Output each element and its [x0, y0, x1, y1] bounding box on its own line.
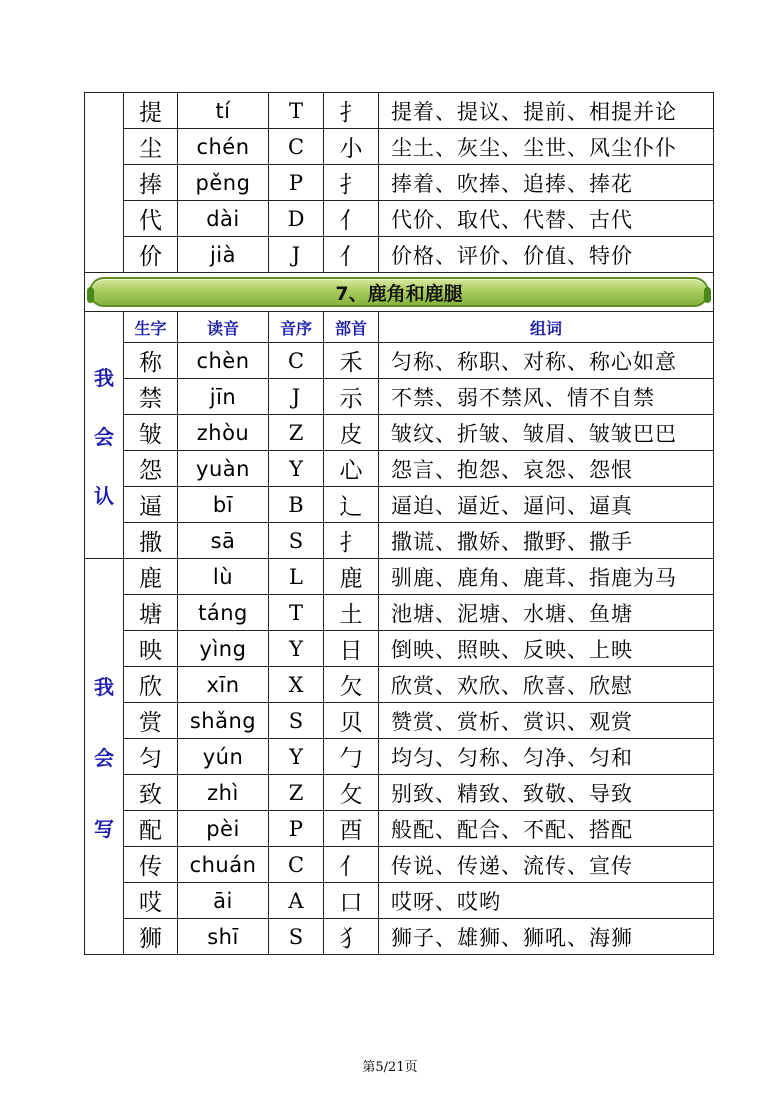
- table-row: [85, 343, 714, 379]
- char-cell: 传: [124, 847, 178, 883]
- table-row: [85, 451, 714, 487]
- char-cell: 价: [124, 237, 178, 273]
- char-cell: 配: [124, 811, 178, 847]
- order-cell: C: [269, 343, 324, 379]
- char-cell: 捧: [124, 165, 178, 201]
- order-cell: Z: [269, 415, 324, 451]
- column-header-order: 音序: [269, 312, 324, 343]
- order-cell: T: [269, 93, 324, 129]
- words-cell: 倒映、照映、反映、上映: [379, 631, 714, 667]
- order-cell: C: [269, 129, 324, 165]
- table-row: [85, 883, 714, 919]
- radical-cell: 皮: [324, 415, 379, 451]
- table-row: [85, 919, 714, 955]
- section-label-cell: [85, 559, 124, 955]
- order-cell: P: [269, 811, 324, 847]
- radical-cell: 亻: [324, 201, 379, 237]
- char-cell: 哎: [124, 883, 178, 919]
- table-row: [85, 523, 714, 559]
- radical-cell: 犭: [324, 919, 379, 955]
- table-row: [85, 165, 714, 201]
- char-cell: 映: [124, 631, 178, 667]
- section-label-char: 我: [94, 365, 114, 390]
- words-cell: 般配、配合、不配、搭配: [379, 811, 714, 847]
- table-row: [85, 201, 714, 237]
- radical-cell: 扌: [324, 165, 379, 201]
- lesson-title: 7、鹿角和鹿腿: [335, 282, 463, 305]
- words-cell: 逼迫、逼近、逼问、逼真: [379, 487, 714, 523]
- words-cell: 别致、精致、致敬、导致: [379, 775, 714, 811]
- order-cell: S: [269, 919, 324, 955]
- lesson-banner-row: [85, 273, 714, 312]
- pinyin-cell: lù: [178, 559, 269, 595]
- words-cell: 提着、提议、提前、相提并论: [379, 93, 714, 129]
- char-cell: 塘: [124, 595, 178, 631]
- table-row: [85, 631, 714, 667]
- pinyin-cell: āi: [178, 883, 269, 919]
- section-label-char: 会: [94, 424, 114, 449]
- words-cell: 均匀、匀称、匀净、匀和: [379, 739, 714, 775]
- pinyin-cell: tí: [178, 93, 269, 129]
- order-cell: P: [269, 165, 324, 201]
- order-cell: L: [269, 559, 324, 595]
- char-cell: 皱: [124, 415, 178, 451]
- column-header-words: 组词: [379, 312, 714, 343]
- order-cell: J: [269, 379, 324, 415]
- radical-cell: 禾: [324, 343, 379, 379]
- table-row: [85, 415, 714, 451]
- char-cell: 狮: [124, 919, 178, 955]
- char-cell: 称: [124, 343, 178, 379]
- radical-cell: 扌: [324, 523, 379, 559]
- char-cell: 逼: [124, 487, 178, 523]
- radical-cell: 土: [324, 595, 379, 631]
- pinyin-cell: zhòu: [178, 415, 269, 451]
- pinyin-cell: yuàn: [178, 451, 269, 487]
- section-label: [85, 347, 123, 524]
- radical-cell: 攵: [324, 775, 379, 811]
- table-header-row: [85, 312, 714, 343]
- order-cell: B: [269, 487, 324, 523]
- pinyin-cell: yún: [178, 739, 269, 775]
- radical-cell: 扌: [324, 93, 379, 129]
- table-row: [85, 93, 714, 129]
- radical-cell: 亻: [324, 847, 379, 883]
- table-row: [85, 847, 714, 883]
- radical-cell: 亻: [324, 237, 379, 273]
- words-cell: 驯鹿、鹿角、鹿茸、指鹿为马: [379, 559, 714, 595]
- column-header-radical: 部首: [324, 312, 379, 343]
- char-cell: 代: [124, 201, 178, 237]
- order-cell: S: [269, 523, 324, 559]
- char-cell: 匀: [124, 739, 178, 775]
- pinyin-cell: yìng: [178, 631, 269, 667]
- words-cell: 哎呀、哎哟: [379, 883, 714, 919]
- section-label-char: 写: [94, 817, 114, 841]
- page-number: 第5/21页: [362, 1060, 418, 1075]
- radical-cell: 口: [324, 883, 379, 919]
- char-cell: 提: [124, 93, 178, 129]
- radical-cell: 心: [324, 451, 379, 487]
- order-cell: J: [269, 237, 324, 273]
- order-cell: X: [269, 667, 324, 703]
- radical-cell: 贝: [324, 703, 379, 739]
- section-label-char: 我: [94, 675, 114, 699]
- radical-cell: 小: [324, 129, 379, 165]
- char-cell: 赏: [124, 703, 178, 739]
- radical-cell: 辶: [324, 487, 379, 523]
- char-cell: 禁: [124, 379, 178, 415]
- pinyin-cell: jià: [178, 237, 269, 273]
- words-cell: 皱纹、折皱、皱眉、皱皱巴巴: [379, 415, 714, 451]
- words-cell: 传说、传递、流传、宣传: [379, 847, 714, 883]
- words-cell: 池塘、泥塘、水塘、鱼塘: [379, 595, 714, 631]
- pinyin-cell: chèn: [178, 343, 269, 379]
- table-row: [85, 487, 714, 523]
- table-row: [85, 775, 714, 811]
- table-row: [85, 237, 714, 273]
- order-cell: Y: [269, 739, 324, 775]
- pinyin-cell: chén: [178, 129, 269, 165]
- words-cell: 价格、评价、价值、特价: [379, 237, 714, 273]
- order-cell: A: [269, 883, 324, 919]
- words-cell: 狮子、雄狮、狮吼、海狮: [379, 919, 714, 955]
- lesson-banner: [85, 273, 713, 311]
- pinyin-cell: zhì: [178, 775, 269, 811]
- section-label-char: 会: [94, 746, 114, 770]
- char-cell: 怨: [124, 451, 178, 487]
- lesson-banner-cell: [85, 273, 714, 312]
- order-cell: Y: [269, 451, 324, 487]
- pinyin-cell: xīn: [178, 667, 269, 703]
- radical-cell: 酉: [324, 811, 379, 847]
- section-label-cell: [85, 93, 124, 273]
- column-header-pinyin: 读音: [178, 312, 269, 343]
- char-cell: 欣: [124, 667, 178, 703]
- pinyin-cell: dài: [178, 201, 269, 237]
- words-cell: 尘土、灰尘、尘世、风尘仆仆: [379, 129, 714, 165]
- words-cell: 赞赏、赏析、赏识、观赏: [379, 703, 714, 739]
- words-cell: 匀称、称职、对称、称心如意: [379, 343, 714, 379]
- table-row: [85, 811, 714, 847]
- radical-cell: 勹: [324, 739, 379, 775]
- words-cell: 撒谎、撒娇、撒野、撒手: [379, 523, 714, 559]
- words-cell: 欣赏、欢欣、欣喜、欣慰: [379, 667, 714, 703]
- order-cell: T: [269, 595, 324, 631]
- pinyin-cell: shǎng: [178, 703, 269, 739]
- words-cell: 捧着、吹捧、追捧、捧花: [379, 165, 714, 201]
- table-row: [85, 129, 714, 165]
- radical-cell: 示: [324, 379, 379, 415]
- pinyin-cell: shī: [178, 919, 269, 955]
- pinyin-cell: jīn: [178, 379, 269, 415]
- section-label-char: 认: [94, 483, 114, 508]
- vocabulary-table: [84, 92, 714, 955]
- char-cell: 尘: [124, 129, 178, 165]
- column-header-char: 生字: [124, 312, 178, 343]
- words-cell: 怨言、抱怨、哀怨、怨恨: [379, 451, 714, 487]
- pinyin-cell: pěng: [178, 165, 269, 201]
- char-cell: 鹿: [124, 559, 178, 595]
- order-cell: D: [269, 201, 324, 237]
- pinyin-cell: sā: [178, 523, 269, 559]
- order-cell: C: [269, 847, 324, 883]
- char-cell: 致: [124, 775, 178, 811]
- radical-cell: 欠: [324, 667, 379, 703]
- table-row: [85, 667, 714, 703]
- pinyin-cell: chuán: [178, 847, 269, 883]
- table-row: [85, 703, 714, 739]
- order-cell: Z: [269, 775, 324, 811]
- order-cell: Y: [269, 631, 324, 667]
- pinyin-cell: pèi: [178, 811, 269, 847]
- section-label-cell: [85, 312, 124, 559]
- order-cell: S: [269, 703, 324, 739]
- table-row: [85, 595, 714, 631]
- table-row: [85, 379, 714, 415]
- section-label: [85, 650, 123, 863]
- char-cell: 撒: [124, 523, 178, 559]
- pinyin-cell: táng: [178, 595, 269, 631]
- radical-cell: 鹿: [324, 559, 379, 595]
- radical-cell: 日: [324, 631, 379, 667]
- table-row: [85, 739, 714, 775]
- words-cell: 不禁、弱不禁风、情不自禁: [379, 379, 714, 415]
- words-cell: 代价、取代、代替、古代: [379, 201, 714, 237]
- pinyin-cell: bī: [178, 487, 269, 523]
- table-row: [85, 559, 714, 595]
